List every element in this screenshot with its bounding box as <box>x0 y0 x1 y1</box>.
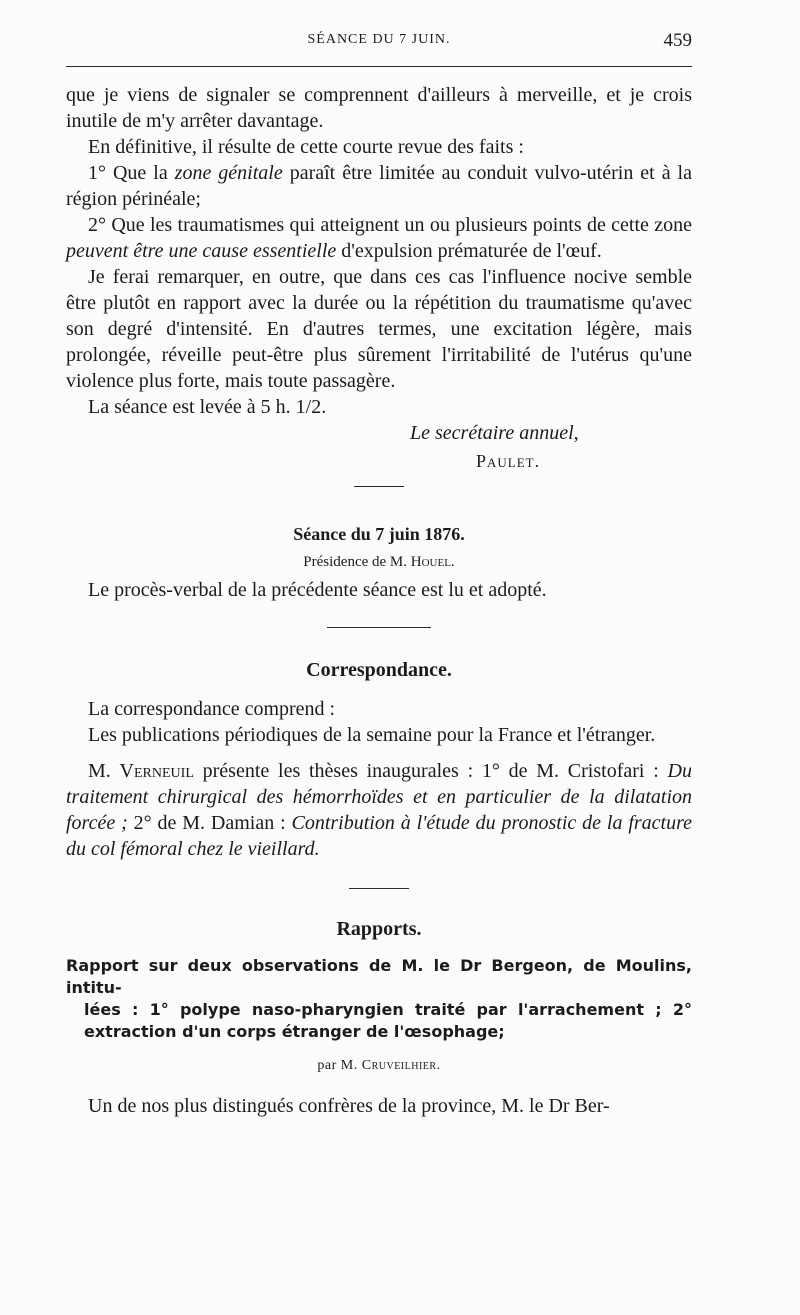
theses-text: 2° de M. Damian : <box>127 812 292 834</box>
thesis-title: Contribution à l'étude du pronostic de la fracture du col fémoral chez le vieillard. <box>66 812 693 860</box>
author-text: par M. <box>317 1058 362 1073</box>
running-title: SÉANCE DU 7 JUIN. <box>307 32 451 47</box>
rapport-title-line: Rapport sur deux observations de M. le Dr Bergeon, de Moulins, intitu- <box>66 956 692 997</box>
presenter-name: Verneuil <box>119 760 194 782</box>
item-text: 2° Que les traumatismes qui atteignent un ou plusieurs points de cette zone <box>88 214 692 236</box>
correspondance-intro: La correspondance comprend : <box>88 698 336 720</box>
item-text: 1° Que la <box>88 162 175 184</box>
author-name: Cruveilhier. <box>361 1058 441 1073</box>
proces-verbal-line: Le procès-verbal de la précédente séance est lu et adopté. <box>88 579 547 601</box>
header-rule <box>66 66 692 67</box>
page-body <box>66 82 692 1119</box>
session-title: Séance du 7 juin 1876. <box>293 524 465 544</box>
remark-paragraph: Je ferai remarquer, en outre, que dans ces cas l'influence nocive semble être plutôt en rapport avec la durée ou la répétition du traumatisme qu'avec son degré d'intensité. En d'autres termes, une excitation légère, mais prolongée, réveille peut-être plus sûrement l'irritabilité de l'utérus qu'une violence plus forte, mais toute passagère. <box>66 266 692 392</box>
item-emphasis: peuvent être une cause essentielle <box>66 240 337 262</box>
page-number: 459 <box>663 30 692 51</box>
separator-rule <box>354 486 404 487</box>
correspondance-publications: Les publications périodiques de la semaine pour la France et l'étranger. <box>88 724 656 746</box>
continuation-paragraph: que je viens de signaler se comprennent d'ailleurs à merveille, et je crois inutile de m'y arrêter davantage. <box>66 84 692 132</box>
item-text: d'expulsion prématurée de l'œuf. <box>336 240 602 262</box>
signature-name: Paulet. <box>476 451 541 471</box>
summary-intro: En définitive, il résulte de cette courte revue des faits : <box>88 136 524 158</box>
rapport-title <box>66 955 692 1043</box>
rapport-title-continuation: lées : 1° polype naso-pharyngien traité par l'arrachement ; 2° extraction d'un corps étranger de l'œsophage; <box>84 1000 692 1041</box>
conclusion-item-1 <box>66 160 692 212</box>
rapport-opening: Un de nos plus distingués confrères de la province, M. le Dr Ber- <box>88 1095 610 1117</box>
theses-text: présente les thèses inaugurales : 1° de M. Cristofari : <box>193 760 668 782</box>
rapports-heading: Rapports. <box>336 918 422 940</box>
presidence-line <box>66 551 692 573</box>
separator-rule <box>327 627 431 628</box>
thesis-title: Du traitement chirurgical des hémorrhoïdes et en particulier de la dilatation forcée ; <box>66 760 692 834</box>
correspondance-heading: Correspondance. <box>306 659 452 681</box>
correspondance-theses <box>66 758 692 862</box>
item-text: paraît être limitée au conduit vulvo-utérin et à la région périnéale; <box>66 162 692 210</box>
separator-rule <box>349 888 409 889</box>
closing-line: La séance est levée à 5 h. 1/2. <box>88 396 327 418</box>
rapport-author <box>66 1053 692 1079</box>
item-emphasis: zone génitale <box>174 162 283 184</box>
presidence-text: Présidence de M. <box>303 554 411 570</box>
conclusion-item-2 <box>66 212 692 264</box>
running-head <box>66 30 692 56</box>
president-name: Houel. <box>410 554 455 570</box>
theses-text: M. <box>88 760 120 782</box>
signature-title: Le secrétaire annuel, <box>410 422 579 444</box>
